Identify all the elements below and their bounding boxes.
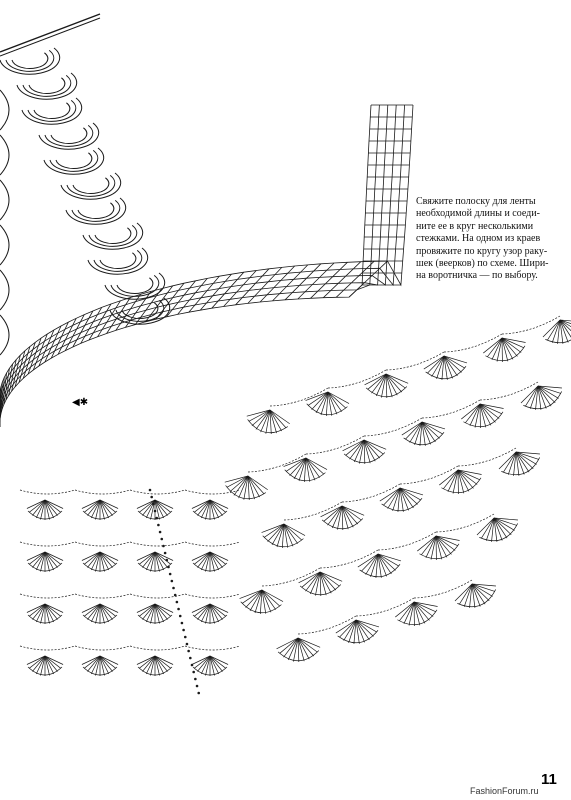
fan-stitch (497, 338, 508, 362)
chain-loop (502, 316, 560, 334)
caption-line: необходимой длины и соеди- (416, 208, 540, 220)
column-dot (194, 678, 197, 681)
chain-loop (20, 646, 75, 650)
chain-loop (342, 484, 400, 502)
fan-shell (82, 656, 118, 676)
column-dot (169, 573, 172, 576)
ribbon-loop (78, 203, 114, 219)
band-stitch (224, 271, 257, 307)
column-dot (176, 601, 179, 604)
column-dot (160, 538, 163, 541)
fan-shell (244, 406, 291, 437)
ribbon-loop (100, 253, 136, 269)
column-dot (166, 559, 169, 562)
fan-shell (222, 472, 269, 503)
caption-line: ните ее в круг несколькими (416, 220, 534, 232)
fan-shell (474, 511, 523, 548)
fan-shell (82, 500, 118, 520)
fan-shell (496, 445, 545, 482)
chain-loop (270, 388, 328, 406)
chain-loop (320, 550, 378, 568)
fan-stitch (458, 465, 480, 484)
fan-shell (239, 588, 284, 615)
chain-loop (480, 382, 538, 400)
column-dot (186, 643, 189, 646)
ribbon-loop (56, 153, 92, 169)
chain-loop (185, 646, 240, 650)
band-stitch (200, 274, 231, 310)
ribbon-loop (51, 128, 87, 144)
fan-stitch (453, 470, 464, 494)
ribbon-edge-loop (0, 315, 9, 355)
fan-shell (27, 604, 63, 624)
column-dot (157, 524, 160, 527)
fan-shell (378, 485, 425, 515)
fan-shell (82, 604, 118, 624)
fan-shell (137, 552, 173, 572)
chain-loop (20, 594, 75, 598)
fan-shell (393, 597, 441, 631)
chain-loop (185, 594, 240, 598)
caption-line: шек (веерков) по схеме. Шири- (416, 258, 549, 270)
instructions-caption (416, 196, 558, 283)
fan-shell (261, 522, 306, 549)
fan-stitch (422, 419, 443, 436)
chain-loop (20, 490, 75, 494)
band-row-line (0, 105, 379, 420)
chain-loop (75, 542, 130, 546)
fan-shell (518, 379, 567, 416)
fan-shell (320, 505, 364, 531)
ribbon-loop (73, 178, 109, 194)
column-dot (177, 608, 180, 611)
fan-stitch (249, 407, 270, 425)
chain-loop (458, 448, 516, 466)
column-dot (179, 615, 182, 618)
fan-shell (27, 552, 63, 572)
ribbon-loop (12, 53, 48, 69)
column-dot (182, 629, 185, 632)
band-stitch (212, 272, 244, 308)
caption-line: стежками. На одном из краев (416, 233, 541, 245)
column-dot (191, 664, 194, 667)
fan-shell (192, 552, 228, 572)
fan-shell (481, 333, 529, 367)
fan-shell (400, 419, 447, 449)
chain-loop (130, 594, 185, 598)
fan-stitch (306, 390, 328, 402)
column-dot (174, 594, 177, 597)
ribbon-edge-loop (0, 180, 9, 220)
fan-shell (283, 456, 328, 483)
column-dot (152, 503, 155, 506)
ribbon-edge-loop (0, 225, 9, 265)
fan-shell (415, 531, 463, 565)
column-dot (196, 685, 199, 688)
chain-loop (75, 594, 130, 598)
fan-shell (342, 439, 386, 465)
column-dot (164, 552, 167, 555)
chain-loop (20, 542, 75, 546)
column-dot (181, 622, 184, 625)
column-dot (162, 545, 165, 548)
ribbon-edge-loop (0, 270, 9, 310)
column-dot (149, 489, 152, 492)
column-dot (150, 496, 153, 499)
fan-shell (452, 577, 501, 614)
fan-shell (356, 551, 403, 581)
fan-stitch (240, 588, 262, 600)
column-dot (172, 587, 175, 590)
column-dot (197, 692, 200, 695)
fan-shell (27, 656, 63, 676)
ribbon-loop (117, 278, 153, 294)
fan-shell (192, 604, 228, 624)
start-marker-symbol: ◀✱ (72, 397, 89, 408)
chain-loop (130, 542, 185, 546)
shell-fan-pattern (20, 313, 571, 695)
fan-stitch (414, 597, 436, 616)
fan-shell (276, 637, 320, 663)
ribbon-loop (122, 303, 158, 319)
band-row-line (0, 105, 413, 391)
ribbon-needle (0, 14, 100, 52)
collar-band-grid (0, 105, 413, 427)
column-dot (167, 566, 170, 569)
fan-stitch (409, 602, 420, 626)
chain-loop (364, 418, 422, 436)
column-dot (159, 531, 162, 534)
fan-stitch (262, 522, 284, 534)
chain-loop (130, 646, 185, 650)
band-row-line (0, 105, 388, 413)
fan-shell (192, 500, 228, 520)
fan-shell (27, 500, 63, 520)
fan-shell (334, 617, 381, 647)
fan-shell (82, 552, 118, 572)
ribbon-loop (95, 228, 131, 244)
chain-loop (298, 616, 356, 634)
fan-shell (422, 353, 469, 383)
chain-loop (185, 542, 240, 546)
ribbon-needle (0, 18, 100, 56)
chain-loop (130, 490, 185, 494)
column-dot (154, 510, 157, 513)
fan-stitch (436, 531, 458, 550)
chain-loop (75, 490, 130, 494)
fan-stitch (400, 485, 421, 502)
ribbon-lace-motif (0, 14, 170, 355)
band-stitch (51, 322, 68, 358)
fan-stitch (356, 617, 377, 634)
fan-stitch (444, 353, 465, 370)
column-dot (171, 580, 174, 583)
column-dot (187, 650, 190, 653)
chain-loop (436, 514, 494, 532)
chain-loop (414, 580, 472, 598)
caption-line: провяжите по кругу узор раку- (416, 245, 548, 257)
band-row-line (0, 105, 396, 405)
fan-shell (298, 571, 342, 597)
ribbon-loop (29, 78, 65, 94)
fan-shell (305, 390, 350, 417)
fan-shell (437, 465, 485, 499)
fan-stitch (227, 473, 248, 491)
fan-stitch (431, 536, 442, 560)
fan-shell (137, 656, 173, 676)
column-dot (192, 671, 195, 674)
fan-shell (540, 313, 571, 350)
fan-shell (459, 399, 507, 433)
column-dot (189, 657, 192, 660)
fan-stitch (378, 551, 399, 568)
chain-loop (75, 646, 130, 650)
chain-loop (386, 352, 444, 370)
column-dot (155, 517, 158, 520)
fan-shell (137, 604, 173, 624)
column-dot (184, 636, 187, 639)
fan-shell (192, 656, 228, 676)
fan-stitch (480, 399, 502, 418)
ribbon-loop (34, 103, 70, 119)
fan-stitch (475, 404, 486, 428)
fan-shell (364, 373, 408, 399)
caption-line: Свяжите полоску для ленты (416, 196, 536, 207)
chain-loop (248, 454, 306, 472)
fan-stitch (502, 333, 524, 352)
fan-stitch (284, 456, 306, 468)
ribbon-edge-loop (0, 90, 9, 130)
watermark-text: FashionForum.ru (470, 786, 539, 796)
page-number: 11 (541, 771, 557, 788)
band-row-line (0, 105, 371, 427)
ribbon-edge-loop (0, 135, 9, 175)
caption-line: на воротничка — по выбору. (416, 270, 538, 282)
